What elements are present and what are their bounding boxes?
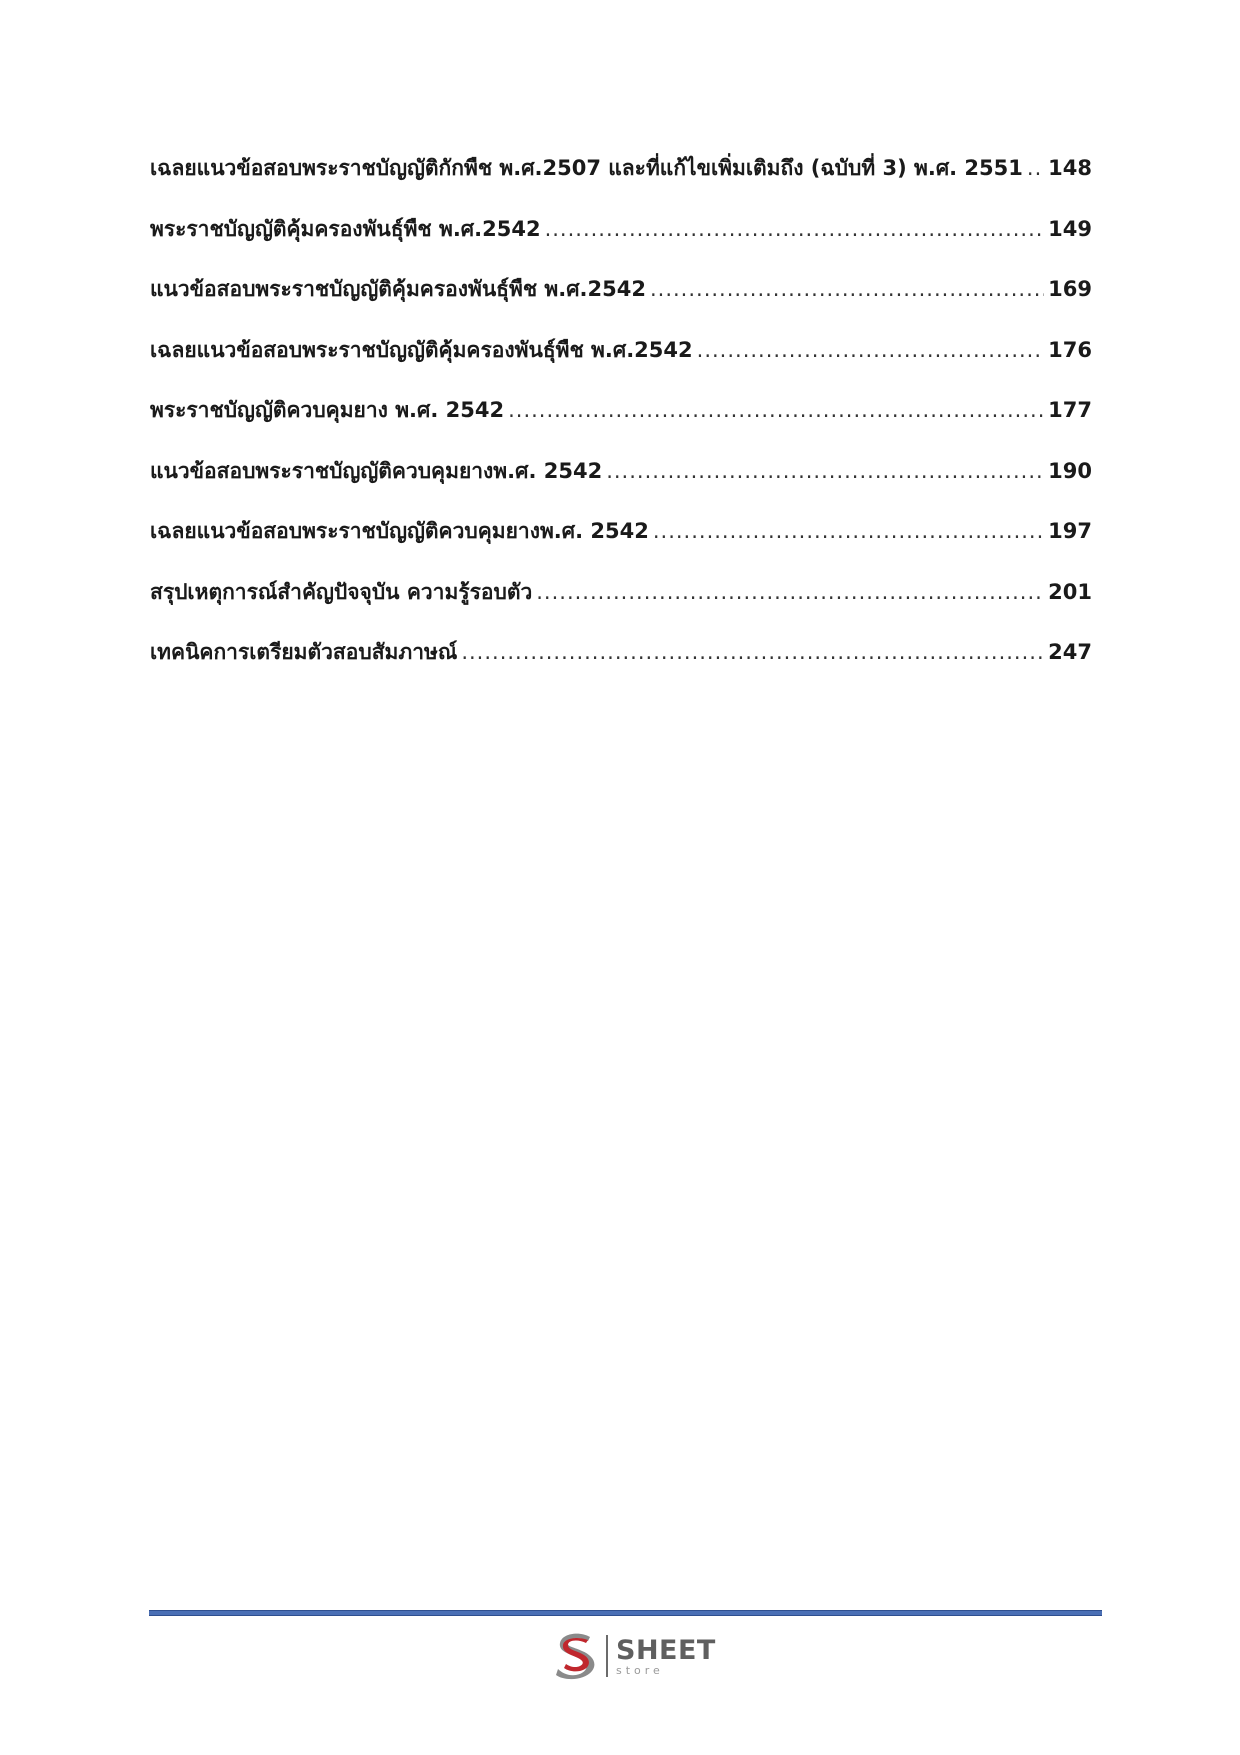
toc-entry-title: เฉลยแนวข้อสอบพระราชบัญญัติควบคุมยางพ.ศ. 2542: [150, 519, 649, 543]
toc-dot-leader: [545, 217, 1045, 241]
toc-entry-page: 176: [1048, 337, 1092, 362]
toc-entry-page: 149: [1048, 216, 1092, 241]
toc-entry-page: 148: [1048, 156, 1092, 180]
toc-dot-leader: [508, 398, 1044, 422]
toc-entry[interactable]: [150, 455, 1092, 516]
toc-entry-title: แนวข้อสอบพระราชบัญญัติคุ้มครองพันธุ์พืช พ.ศ.2542: [150, 277, 646, 301]
toc-entry-page: 169: [1048, 277, 1092, 301]
toc-entry[interactable]: [150, 213, 1092, 274]
logo-wordmark: [616, 1634, 716, 1677]
logo-subword: store: [616, 1663, 664, 1677]
toc-dot-leader: [606, 459, 1044, 483]
toc-dot-leader: [536, 580, 1044, 604]
toc-entry-page: 197: [1048, 519, 1092, 543]
toc-entry-title: เทคนิคการเตรียมตัวสอบสัมภาษณ์: [150, 640, 458, 664]
toc-entry-title: พระราชบัญญัติควบคุมยาง พ.ศ. 2542: [150, 398, 505, 422]
footer-divider: [149, 1610, 1102, 1616]
toc-dot-leader: [650, 277, 1044, 301]
logo-word: SHEET: [616, 1634, 716, 1666]
toc-entry-title: แนวข้อสอบพระราชบัญญัติควบคุมยางพ.ศ. 2542: [150, 458, 603, 483]
toc-entry[interactable]: [150, 515, 1092, 576]
toc-entry-title: เฉลยแนวข้อสอบพระราชบัญญัติคุ้มครองพันธุ์พืช พ.ศ.2542: [150, 337, 693, 362]
toc-entry-title: เฉลยแนวข้อสอบพระราชบัญญัติกักพืช พ.ศ.2507 และที่แก้ไขเพิ่มเติมถึง (ฉบับที่ 3) พ.ศ. 2551: [150, 156, 1023, 180]
table-of-contents: [150, 152, 1092, 697]
toc-entry-page: 201: [1048, 579, 1092, 604]
toc-dot-leader: [697, 338, 1045, 362]
sheet-store-logo-icon: [552, 1631, 600, 1681]
toc-entry-title: พระราชบัญญัติคุ้มครองพันธุ์พืช พ.ศ.2542: [150, 216, 541, 241]
toc-entry-page: 177: [1048, 398, 1092, 422]
sheet-store-logo: [552, 1630, 716, 1682]
toc-dot-leader: [1027, 156, 1044, 180]
toc-entry[interactable]: [150, 636, 1092, 697]
toc-dot-leader: [653, 519, 1044, 543]
toc-dot-leader: [461, 640, 1044, 664]
toc-entry-page: 190: [1048, 458, 1092, 483]
toc-entry[interactable]: [150, 576, 1092, 637]
toc-entry-title: สรุปเหตุการณ์สำคัญปัจจุบัน ความรู้รอบตัว: [150, 579, 533, 604]
toc-entry-page: 247: [1048, 640, 1092, 664]
toc-entry[interactable]: [150, 273, 1092, 334]
toc-entry[interactable]: [150, 394, 1092, 455]
toc-entry[interactable]: [150, 334, 1092, 395]
toc-entry[interactable]: [150, 152, 1092, 213]
logo-divider: [606, 1635, 608, 1677]
